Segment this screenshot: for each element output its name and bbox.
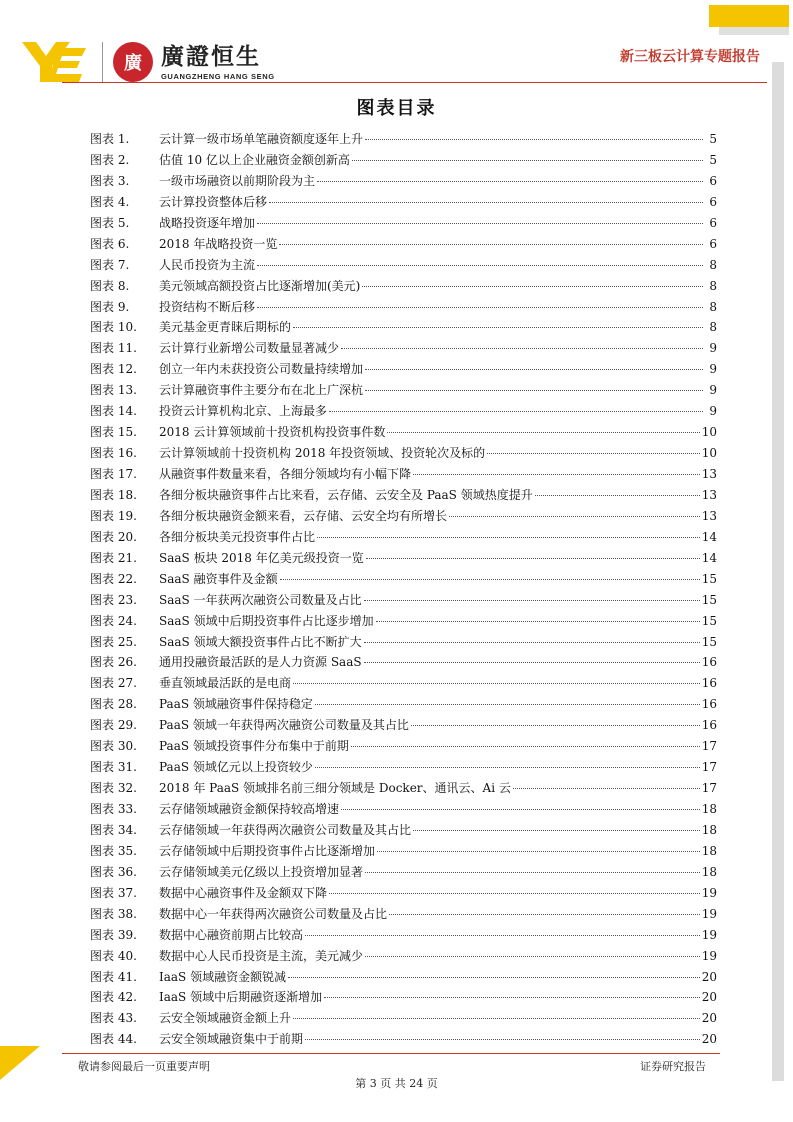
toc-figure-label: 图表 43. <box>90 1011 137 1026</box>
table-of-figures <box>90 129 717 1050</box>
toc-dot-leader <box>362 286 703 287</box>
toc-figure-label: 图表 44. <box>90 1032 137 1047</box>
toc-figure-label: 图表 24. <box>90 613 137 628</box>
toc-row[interactable] <box>90 673 717 694</box>
toc-page-number[interactable]: 17 <box>701 760 717 775</box>
toc-row[interactable] <box>90 255 717 276</box>
toc-page-number[interactable]: 9 <box>709 383 717 398</box>
toc-row[interactable] <box>90 883 717 904</box>
toc-figure-title[interactable]: SaaS 领域大额投资事件占比不断扩大 <box>159 634 362 649</box>
toc-page-number[interactable]: 5 <box>709 132 717 146</box>
toc-dot-leader <box>257 307 703 308</box>
toc-figure-label: 图表 7. <box>90 257 130 272</box>
toc-page-number[interactable]: 15 <box>701 592 717 607</box>
toc-row[interactable] <box>90 485 717 506</box>
toc-figure-label: 图表 3. <box>90 173 130 188</box>
toc-row[interactable] <box>90 213 717 234</box>
toc-dot-leader <box>377 851 700 852</box>
toc-page-number[interactable]: 19 <box>701 906 717 921</box>
toc-figure-label: 图表 26. <box>90 655 137 670</box>
toc-dot-leader <box>365 872 700 873</box>
toc-dot-leader <box>411 725 700 726</box>
toc-figure-title[interactable]: 云存储领域一年获得两次融资公司数量及其占比 <box>159 822 412 837</box>
toc-dot-leader <box>351 746 700 747</box>
toc-figure-title[interactable]: 云计算行业新增公司数量显著减少 <box>159 341 340 356</box>
toc-row[interactable] <box>90 192 717 213</box>
page-number: 第 3 页 共 24 页 <box>355 1077 438 1090</box>
toc-figure-title[interactable]: IaaS 领域融资金额锐减 <box>159 969 287 984</box>
toc-figure-title[interactable]: 云计算领域前十投资机构 2018 年投资领域、投资轮次及标的 <box>159 446 486 461</box>
toc-row[interactable] <box>90 1008 717 1029</box>
toc-dot-leader <box>305 1039 700 1040</box>
toc-figure-label: 图表 2. <box>90 152 130 167</box>
toc-page-number[interactable]: 19 <box>701 885 717 900</box>
toc-figure-title[interactable]: 云计算投资整体后移 <box>159 194 268 209</box>
toc-dot-leader <box>317 181 703 182</box>
toc-row[interactable] <box>90 946 717 967</box>
toc-page-number[interactable]: 18 <box>701 802 717 816</box>
seal-icon: 廣 <box>113 42 153 82</box>
toc-row[interactable] <box>90 506 717 527</box>
toc-figure-label: 图表 19. <box>90 508 137 523</box>
toc-dot-leader <box>449 516 700 517</box>
toc-figure-label: 图表 23. <box>90 592 137 607</box>
toc-figure-title[interactable]: 投资云计算机构北京、上海最多 <box>159 404 328 419</box>
toc-page-number[interactable]: 5 <box>709 152 717 167</box>
toc-figure-title[interactable]: PaaS 领域融资事件保持稳定 <box>159 697 313 712</box>
toc-figure-title[interactable]: 一级市场融资以前期阶段为主 <box>159 173 316 188</box>
toc-figure-label: 图表 12. <box>90 362 137 377</box>
toc-figure-title[interactable]: 通用投融资最活跃的是人力资源 SaaS <box>159 655 362 670</box>
toc-row[interactable] <box>90 380 717 401</box>
toc-figure-label: 图表 13. <box>90 383 137 398</box>
toc-row[interactable] <box>90 422 717 443</box>
toc-dot-leader <box>280 579 700 580</box>
toc-page-number[interactable]: 8 <box>709 278 717 293</box>
toc-dot-leader <box>293 327 703 328</box>
toc-row[interactable] <box>90 904 717 925</box>
logo-english-name: GUANGZHENG HANG SENG <box>161 71 275 81</box>
toc-dot-leader <box>293 1018 700 1019</box>
toc-figure-label: 图表 41. <box>90 969 137 984</box>
toc-row[interactable] <box>90 925 717 946</box>
toc-row[interactable] <box>90 694 717 715</box>
toc-row[interactable] <box>90 757 717 778</box>
toc-figure-label: 图表 31. <box>90 760 137 775</box>
toc-dot-leader <box>365 956 700 957</box>
toc-row[interactable] <box>90 967 717 988</box>
toc-dot-leader <box>257 223 703 224</box>
toc-page-number[interactable]: 18 <box>701 843 717 858</box>
toc-figure-title[interactable]: 各细分板块融资事件占比来看，云存储、云安全及 PaaS 领域热度提升 <box>159 487 533 502</box>
toc-figure-title[interactable]: SaaS 一年获两次融资公司数量及占比 <box>159 592 362 607</box>
toc-figure-title[interactable]: 垂直领域最活跃的是电商 <box>159 676 292 691</box>
toc-page-number[interactable]: 9 <box>709 362 717 377</box>
toc-dot-leader <box>305 935 700 936</box>
toc-dot-leader <box>366 558 700 559</box>
toc-figure-label: 图表 29. <box>90 718 137 733</box>
toc-row[interactable] <box>90 359 717 380</box>
toc-figure-title[interactable]: IaaS 领域中后期融资逐渐增加 <box>159 990 323 1005</box>
toc-dot-leader <box>317 537 700 538</box>
toc-row[interactable] <box>90 841 717 862</box>
toc-page-number[interactable]: 15 <box>701 613 717 628</box>
toc-page-number[interactable]: 15 <box>701 571 717 586</box>
toc-row[interactable] <box>90 317 717 338</box>
toc-figure-label: 图表 37. <box>90 885 137 900</box>
footer-doc-type: 证券研究报告 <box>640 1060 706 1073</box>
toc-figure-title[interactable]: 投资结构不断后移 <box>159 299 256 314</box>
toc-page-number[interactable]: 17 <box>701 781 717 796</box>
toc-figure-label: 图表 17. <box>90 467 137 481</box>
toc-page-number[interactable]: 18 <box>701 864 717 879</box>
toc-figure-label: 图表 33. <box>90 802 137 816</box>
toc-dot-leader <box>257 265 703 266</box>
toc-figure-title[interactable]: PaaS 领域一年获得两次融资公司数量及其占比 <box>159 718 409 733</box>
toc-page-number[interactable]: 20 <box>701 1011 717 1026</box>
logo-separator <box>102 42 103 82</box>
page-title: 图表目录 <box>356 98 437 119</box>
toc-figure-title[interactable]: SaaS 领域中后期投资事件占比逐步增加 <box>159 613 374 628</box>
toc-page-number[interactable]: 8 <box>709 257 717 272</box>
toc-figure-label: 图表 42. <box>90 990 137 1005</box>
toc-figure-label: 图表 10. <box>90 320 137 335</box>
toc-figure-title[interactable]: 数据中心融资前期占比较高 <box>159 927 304 942</box>
toc-dot-leader <box>364 642 700 643</box>
toc-page-number[interactable]: 6 <box>709 236 717 251</box>
toc-figure-label: 图表 8. <box>90 278 130 293</box>
toc-figure-title[interactable]: 云计算一级市场单笔融资额度逐年上升 <box>159 132 364 146</box>
toc-figure-title[interactable]: 数据中心人民币投资是主流，美元减少 <box>159 948 364 963</box>
toc-figure-title[interactable]: 云安全领域融资金额上升 <box>159 1011 292 1026</box>
toc-page-number[interactable]: 9 <box>709 404 717 419</box>
toc-figure-title[interactable]: 2018 年战略投资一览 <box>159 236 278 251</box>
toc-dot-leader <box>269 202 703 203</box>
toc-page-number[interactable]: 19 <box>701 927 717 942</box>
toc-row[interactable] <box>90 715 717 736</box>
toc-dot-leader <box>288 977 700 978</box>
toc-figure-title[interactable]: 美元基金更青睐后期标的 <box>159 320 292 335</box>
toc-page-number[interactable]: 16 <box>701 697 717 712</box>
toc-figure-label: 图表 22. <box>90 571 137 586</box>
toc-page-number[interactable]: 9 <box>709 341 717 356</box>
toc-figure-title[interactable]: 云安全领域融资集中于前期 <box>159 1032 304 1047</box>
toc-row[interactable] <box>90 338 717 359</box>
toc-figure-title[interactable]: 云计算融资事件主要分布在北上广深杭 <box>159 383 364 398</box>
toc-figure-title[interactable]: 从融资事件数量来看，各细分领域均有小幅下降 <box>159 467 412 481</box>
toc-figure-title[interactable]: 2018 云计算领域前十投资机构投资事件数 <box>159 425 386 440</box>
toc-row[interactable] <box>90 569 717 590</box>
toc-figure-label: 图表 9. <box>90 299 130 314</box>
toc-figure-title[interactable]: PaaS 领域亿元以上投资较少 <box>159 760 313 775</box>
toc-row[interactable] <box>90 611 717 632</box>
toc-figure-label: 图表 27. <box>90 676 137 691</box>
company-logo <box>22 40 275 84</box>
toc-row[interactable] <box>90 171 717 192</box>
toc-figure-title[interactable]: 云存储领域美元亿级以上投资增加显著 <box>159 864 364 879</box>
toc-page-number[interactable]: 10 <box>701 446 717 461</box>
toc-figure-label: 图表 30. <box>90 739 137 754</box>
toc-dot-leader <box>293 683 700 684</box>
toc-row[interactable] <box>90 129 717 150</box>
toc-dot-leader <box>364 600 700 601</box>
toc-figure-title[interactable]: 数据中心融资事件及金额双下降 <box>159 885 328 900</box>
toc-dot-leader <box>279 244 703 245</box>
toc-page-number[interactable]: 20 <box>701 969 717 984</box>
header-divider <box>62 82 767 83</box>
toc-dot-leader <box>513 788 700 789</box>
toc-figure-label: 图表 16. <box>90 446 137 461</box>
toc-figure-label: 图表 5. <box>90 215 130 230</box>
toc-dot-leader <box>329 893 700 894</box>
right-margin-bar <box>772 62 784 1081</box>
corner-decoration-top <box>709 5 789 27</box>
toc-figure-title[interactable]: 估值 10 亿以上企业融资金额创新高 <box>159 152 350 167</box>
toc-figure-label: 图表 28. <box>90 697 137 712</box>
toc-figure-label: 图表 35. <box>90 843 137 858</box>
toc-row[interactable] <box>90 464 717 485</box>
toc-page-number[interactable]: 6 <box>709 173 717 188</box>
toc-dot-leader <box>413 474 700 475</box>
toc-figure-label: 图表 6. <box>90 236 130 251</box>
toc-row[interactable] <box>90 590 717 611</box>
toc-page-number[interactable]: 20 <box>701 990 717 1005</box>
toc-figure-label: 图表 15. <box>90 425 137 440</box>
toc-dot-leader <box>364 662 700 663</box>
toc-row[interactable] <box>90 778 717 799</box>
ye-logo-icon <box>22 42 86 82</box>
toc-row[interactable] <box>90 799 717 820</box>
toc-dot-leader <box>365 369 703 370</box>
toc-dot-leader <box>352 160 703 161</box>
toc-figure-title[interactable]: 创立一年内未获投资公司数量持续增加 <box>159 362 364 377</box>
toc-row[interactable] <box>90 862 717 883</box>
toc-dot-leader <box>315 767 700 768</box>
toc-figure-label: 图表 25. <box>90 634 137 649</box>
toc-figure-title[interactable]: 云存储领域融资金额保持较高增速 <box>159 802 340 816</box>
toc-dot-leader <box>413 830 700 831</box>
logo-chinese-name: 廣證恒生 <box>161 43 261 70</box>
toc-figure-label: 图表 1. <box>90 132 130 146</box>
toc-page-number[interactable]: 8 <box>709 299 717 314</box>
toc-page-number[interactable]: 13 <box>701 508 717 523</box>
toc-row[interactable] <box>90 652 717 673</box>
toc-row[interactable] <box>90 527 717 548</box>
toc-figure-title[interactable]: 2018 年 PaaS 领域排名前三细分领域是 Docker、通讯云、Ai 云 <box>159 781 511 796</box>
toc-page-number[interactable]: 14 <box>701 550 717 565</box>
toc-figure-title[interactable]: 人民币投资为主流 <box>159 257 256 272</box>
toc-figure-label: 图表 4. <box>90 194 130 209</box>
footer-divider <box>62 1053 720 1054</box>
toc-dot-leader <box>341 348 703 349</box>
toc-dot-leader <box>389 914 700 915</box>
toc-figure-title[interactable]: SaaS 板块 2018 年亿美元级投资一览 <box>159 550 364 565</box>
toc-figure-label: 图表 14. <box>90 404 137 419</box>
toc-row[interactable] <box>90 443 717 464</box>
toc-row[interactable] <box>90 1029 717 1050</box>
toc-figure-title[interactable]: SaaS 融资事件及金额 <box>159 571 278 586</box>
toc-row[interactable] <box>90 150 717 171</box>
toc-row[interactable] <box>90 987 717 1008</box>
toc-row[interactable] <box>90 401 717 422</box>
toc-dot-leader <box>324 997 700 998</box>
corner-decoration-shadow <box>719 27 789 35</box>
toc-figure-label: 图表 21. <box>90 550 137 565</box>
toc-page-number[interactable]: 14 <box>701 529 717 544</box>
report-title: 新三板云计算专题报告 <box>620 49 760 65</box>
toc-page-number[interactable]: 16 <box>701 676 717 691</box>
toc-page-number[interactable]: 17 <box>701 739 717 754</box>
toc-figure-title[interactable]: 战略投资逐年增加 <box>159 215 256 230</box>
toc-figure-title[interactable]: 各细分板块融资金额来看，云存储、云安全均有所增长 <box>159 508 448 523</box>
toc-page-number[interactable]: 13 <box>701 487 717 502</box>
toc-dot-leader <box>535 495 700 496</box>
toc-figure-label: 图表 20. <box>90 529 137 544</box>
toc-figure-title[interactable]: 数据中心一年获得两次融资公司数量及占比 <box>159 906 388 921</box>
toc-page-number[interactable]: 16 <box>701 718 717 733</box>
toc-figure-label: 图表 32. <box>90 781 137 796</box>
footer-disclaimer: 敬请参阅最后一页重要声明 <box>78 1060 210 1073</box>
toc-row[interactable] <box>90 297 717 318</box>
toc-figure-label: 图表 36. <box>90 864 137 879</box>
toc-page-number[interactable]: 8 <box>709 320 717 335</box>
toc-page-number[interactable]: 6 <box>709 215 717 230</box>
toc-dot-leader <box>365 139 703 140</box>
toc-figure-title[interactable]: PaaS 领域投资事件分布集中于前期 <box>159 739 349 754</box>
toc-figure-label: 图表 34. <box>90 822 137 837</box>
toc-dot-leader <box>376 621 700 622</box>
toc-page-number[interactable]: 10 <box>701 425 717 440</box>
toc-page-number[interactable]: 19 <box>701 948 717 963</box>
toc-page-number[interactable]: 15 <box>701 634 717 649</box>
toc-dot-leader <box>365 390 703 391</box>
toc-row[interactable] <box>90 820 717 841</box>
toc-figure-label: 图表 11. <box>90 341 137 356</box>
toc-figure-title[interactable]: 各细分板块美元投资事件占比 <box>159 529 316 544</box>
toc-figure-label: 图表 38. <box>90 906 137 921</box>
toc-page-number[interactable]: 20 <box>701 1032 717 1047</box>
toc-row[interactable] <box>90 234 717 255</box>
toc-dot-leader <box>341 809 700 810</box>
toc-row[interactable] <box>90 548 717 569</box>
toc-figure-title[interactable]: 云存储领域中后期投资事件占比逐渐增加 <box>159 843 376 858</box>
toc-dot-leader <box>329 411 703 412</box>
toc-figure-title[interactable]: 美元领域高额投资占比逐渐增加(美元) <box>159 278 361 293</box>
logo-text <box>161 44 275 81</box>
toc-dot-leader <box>315 704 700 705</box>
toc-page-number[interactable]: 6 <box>709 194 717 209</box>
toc-dot-leader <box>387 432 699 433</box>
toc-row[interactable] <box>90 632 717 653</box>
toc-figure-label: 图表 18. <box>90 487 137 502</box>
toc-row[interactable] <box>90 276 717 297</box>
toc-figure-label: 图表 40. <box>90 948 137 963</box>
toc-page-number[interactable]: 13 <box>701 467 717 481</box>
toc-page-number[interactable]: 16 <box>701 655 717 670</box>
toc-dot-leader <box>487 453 700 454</box>
toc-figure-label: 图表 39. <box>90 927 137 942</box>
toc-page-number[interactable]: 18 <box>701 822 717 837</box>
toc-row[interactable] <box>90 736 717 757</box>
